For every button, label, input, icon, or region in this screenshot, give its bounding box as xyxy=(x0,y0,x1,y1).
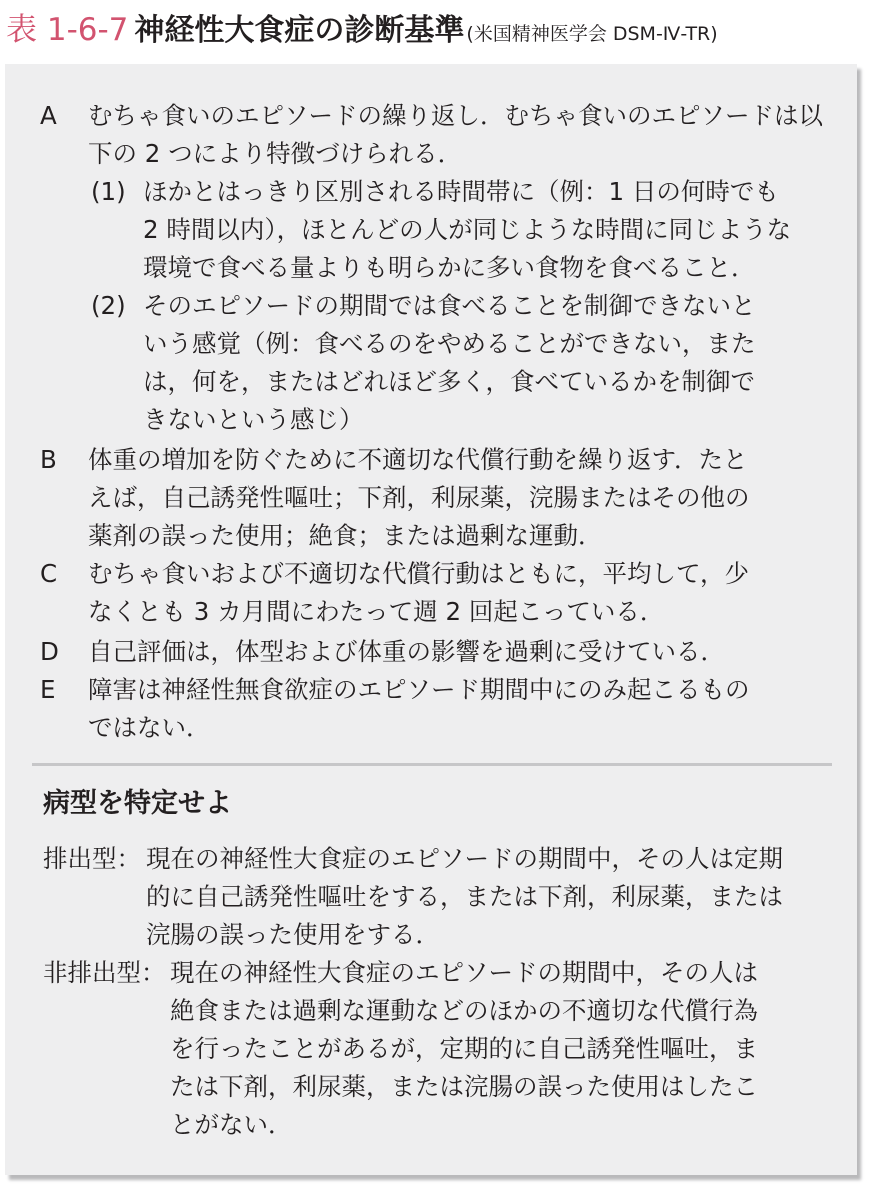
criterion-c-line-1: むちゃ食いおよび不適切な代償行動はともに，平均して，少 xyxy=(88,559,750,588)
criterion-a-sub1-line-3: 環境で食べる量よりも明らかに多い食物を食べること． xyxy=(143,253,756,282)
criterion-b-letter: B xyxy=(40,445,57,474)
nonpurging-type-line-3: を行ったことがあるが，定期的に自己誘発性嘔吐，ま xyxy=(170,1034,758,1063)
criterion-a-sub2-line-1: そのエピソードの期間では食べることを制御できないと xyxy=(143,291,756,320)
criterion-a-sub2-line-4: きないという感じ） xyxy=(143,405,364,434)
criterion-a-line-2: 下の 2 つにより特徴づけられる． xyxy=(88,139,463,168)
criterion-e-letter: E xyxy=(40,675,56,704)
criterion-c-line-2: なくとも 3 カ月間にわたって週 2 回起こっている． xyxy=(88,597,665,626)
criterion-b-line-2: えば，自己誘発性嘔吐；下剤，利尿薬，浣腸またはその他の xyxy=(88,483,750,512)
nonpurging-type-line-4: たは下剤，利尿薬，または浣腸の誤った使用はしたこ xyxy=(170,1072,758,1101)
criterion-a-sub2-line-3: は，何を，またはどれほど多く，食べているかを制御で xyxy=(143,367,756,396)
criterion-c-letter: C xyxy=(40,559,58,588)
criterion-a-line-1: むちゃ食いのエピソードの繰り返し．むちゃ食いのエピソードは以 xyxy=(88,101,823,130)
nonpurging-type-line-5: とがない． xyxy=(170,1110,293,1139)
criterion-a-sub1-line-2: 2 時間以内），ほとんどの人が同じような時間に同じような xyxy=(143,215,792,244)
purging-type-label: 排出型： xyxy=(43,844,141,873)
nonpurging-type-line-2: 絶食または過剰な運動などのほかの不適切な代償行為 xyxy=(170,996,758,1025)
criterion-d-line-1: 自己評価は，体型および体重の影響を過剰に受けている． xyxy=(88,637,725,666)
criteria-panel xyxy=(5,64,857,1175)
criterion-a-sub2-line-2: いう感覚（例：食べるのをやめることができない，また xyxy=(143,329,756,358)
purging-type-line-2: 的に自己誘発性嘔吐をする，または下剤，利尿薬，または xyxy=(146,882,783,911)
criterion-e-line-2: ではない． xyxy=(88,713,211,742)
section-divider xyxy=(32,763,832,766)
criterion-a-letter: A xyxy=(40,101,57,130)
nonpurging-type-label: 非排出型： xyxy=(43,958,166,987)
table-number: 表 1-6-7 xyxy=(6,12,129,48)
table-title xyxy=(6,4,876,50)
criterion-b-line-3: 薬剤の誤った使用；絶食；または過剰な運動． xyxy=(88,521,603,550)
criterion-a-sub1-marker: (1) xyxy=(91,177,126,206)
criterion-b-line-1: 体重の増加を防ぐために不適切な代償行動を繰り返す．たと xyxy=(88,445,748,474)
criterion-a-sub1-line-1: ほかとはっきり区別される時間帯に（例：1 日の何時でも xyxy=(143,177,779,206)
purging-type-line-1: 現在の神経性大食症のエピソードの期間中，その人は定期 xyxy=(146,844,783,873)
criterion-d-letter: D xyxy=(40,637,59,666)
criterion-e-line-1: 障害は神経性無食欲症のエピソード期間中にのみ起こるもの xyxy=(88,675,750,704)
subtype-heading: 病型を特定せよ xyxy=(43,788,232,819)
page-title: 神経性大食症の診断基準 xyxy=(134,13,465,48)
nonpurging-type-line-1: 現在の神経性大食症のエピソードの期間中，その人は xyxy=(170,958,758,987)
purging-type-line-3: 浣腸の誤った使用をする． xyxy=(146,920,440,949)
criterion-a-sub2-marker: (2) xyxy=(91,291,126,320)
source-note: (米国精神医学会 DSM-Ⅳ-TR) xyxy=(466,23,718,45)
